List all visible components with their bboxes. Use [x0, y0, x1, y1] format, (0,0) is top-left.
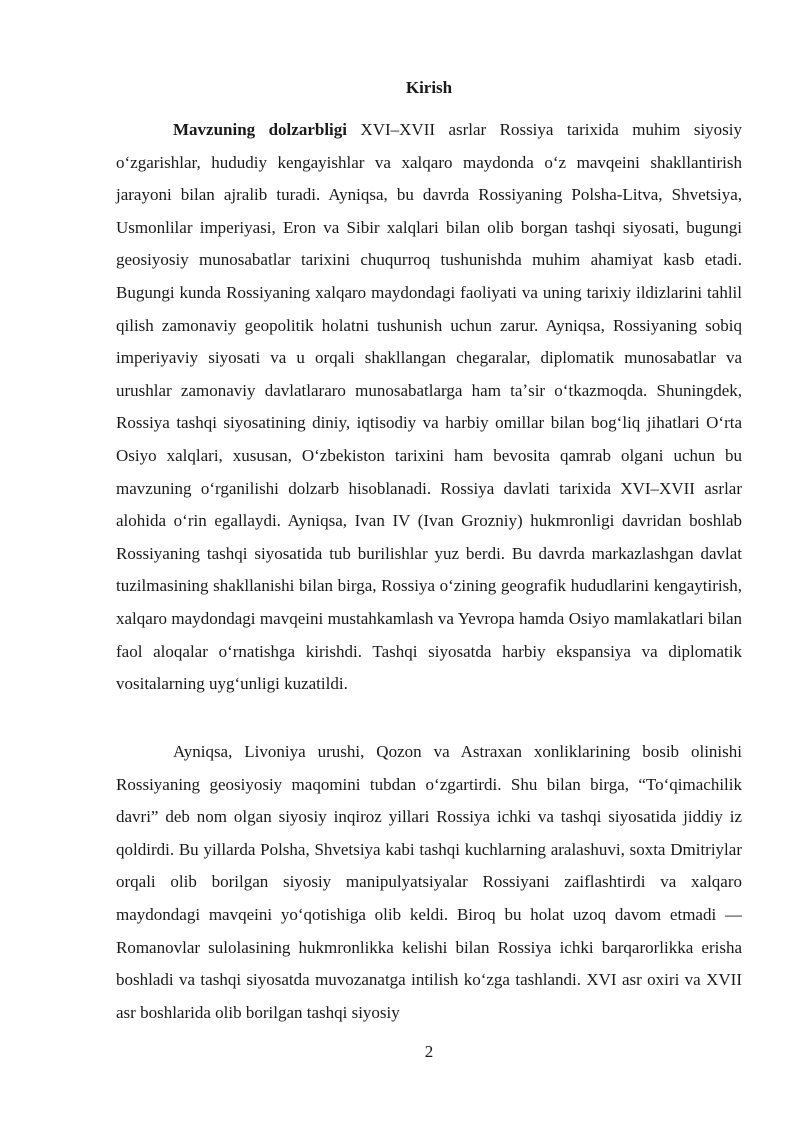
section-title: Kirish	[405, 78, 453, 97]
paragraph-1-lead: Mavzuning dolzarbligi	[173, 120, 347, 139]
paragraph-1	[116, 114, 742, 701]
paragraph-2: Ayniqsa, Livoniya urushi, Qozon va Astraxan xonliklarining bosib olinishi Rossiyaning geosiyosiy maqomini tubdan oʻzgartirdi. Shu bilan birga, “Toʻqimachilik davri” deb nom olgan siyosiy inqiroz yillari Rossiya ichki va tashqi siyosatida jiddiy iz qoldirdi. Bu yillarda Polsha, Shvetsiya kabi tashqi kuchlarning aralashuvi, soxta Dmitriylar orqali olib borilgan siyosiy manipulyatsiyalar Rossiyani zaiflashtirdi va xalqaro maydondagi mavqeini yoʻqotishiga olib keldi. Biroq bu holat uzoq davom etmadi — Romanovlar sulolasining hukmronlikka kelishi bilan Rossiya ichki barqarorlikka erisha boshladi va tashqi siyosatda muvozanatga intilish koʻzga tashlandi. XVI asr oxiri va XVII asr boshlarida olib borilgan tashqi siyosiy	[116, 742, 742, 1022]
document-page	[116, 0, 742, 1131]
paragraph-1-text: XVI–XVII asrlar Rossiya tarixida muhim siyosiy oʻzgarishlar, hududiy kengayishlar va xalqaro maydonda oʻz mavqeini shakllantirish jarayoni bilan ajralib turadi. Ayniqsa, bu davrda Rossiyaning Polsha-Litva, Shvetsiya, Usmonlilar imperiyasi, Eron va Sibir xalqlari bilan olib borgan tashqi siyosati, bugungi geosiyosiy munosabatlar tarixini chuqurroq tushunishda muhim ahamiyat kasb etadi. Bugungi kunda Rossiyaning xalqaro maydondagi faoliyati va uning tarixiy ildizlarini tahlil qilish zamonaviy geopolitik holatni tushunish uchun zarur. Ayniqsa, Rossiyaning sobiq imperiyaviy siyosati va u orqali shakllangan chegaralar, diplomatik munosabatlar va urushlar zamonaviy davlatlararo munosabatlarga ham taʼsir oʻtkazmoqda. Shuningdek, Rossiya tashqi siyosatining diniy, iqtisodiy va harbiy omillar bilan bogʻliq jihatlari Oʻrta Osiyo xalqlari, xususan, Oʻzbekiston tarixini ham bevosita qamrab olgani uchun bu mavzuning oʻrganilishi dolzarb hisoblanadi. Rossiya davlati tarixida XVI–XVII asrlar alohida oʻrin egallaydi. Ayniqsa, Ivan IV (Ivan Grozniy) hukmronligi davridan boshlab Rossiyaning tashqi siyosatida tub burilishlar yuz berdi. Bu davrda markazlashgan davlat tuzilmasining shakllanishi bilan birga, Rossiya oʻzining geografik hududlarini kengaytirish, xalqaro maydondagi mavqeini mustahkamlash va Yevropa hamda Osiyo mamlakatlari bilan faol aloqalar oʻrnatishga kirishdi. Tashqi siyosatda harbiy ekspansiya va diplomatik vositalarning uygʻunligi kuzatildi.	[116, 120, 742, 694]
page-number: 2	[424, 1042, 434, 1061]
